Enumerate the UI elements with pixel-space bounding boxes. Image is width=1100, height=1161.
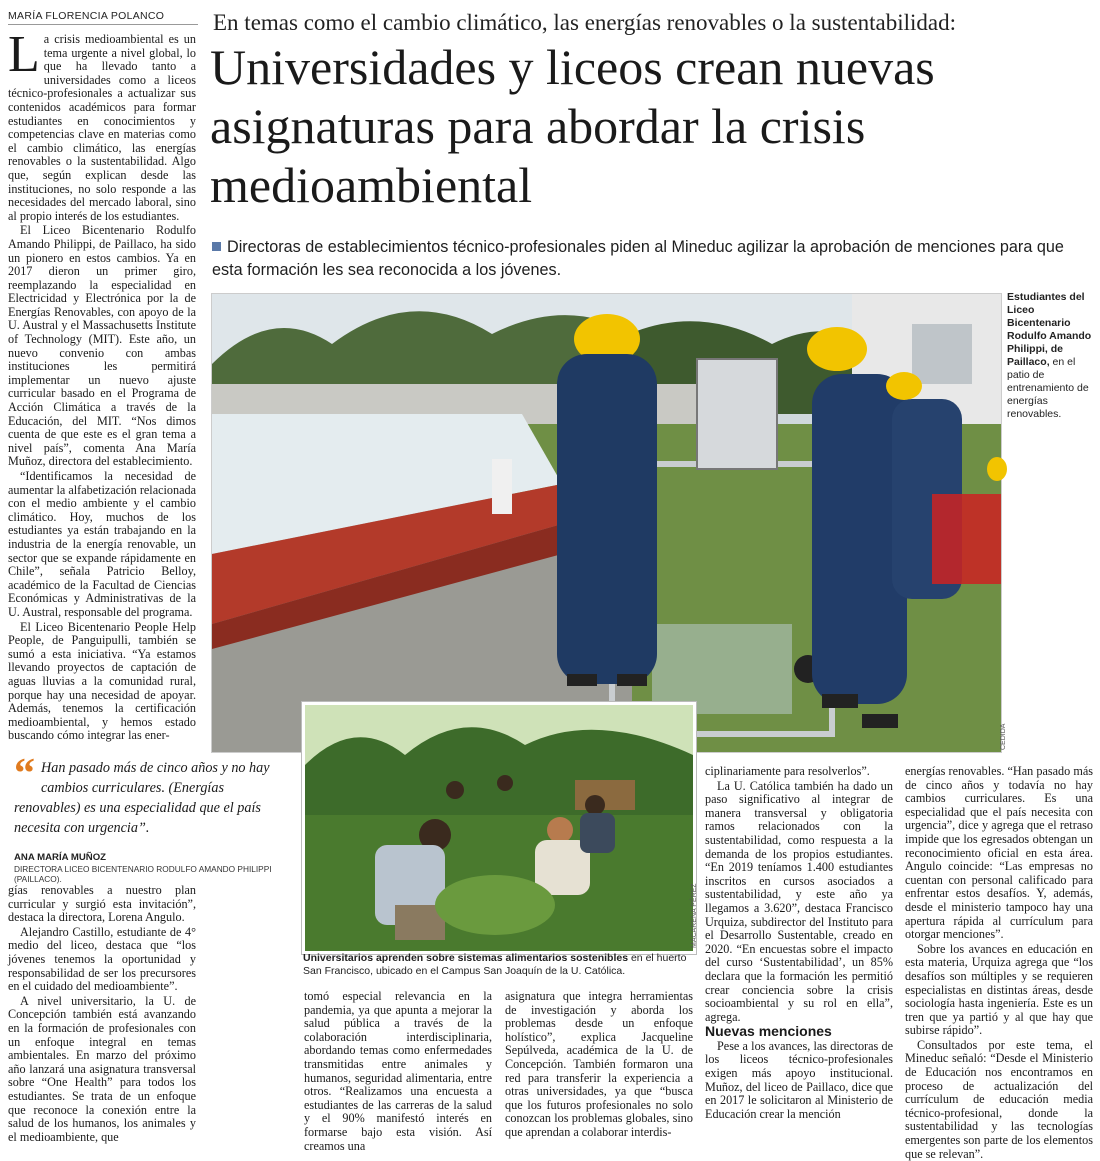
paragraph: energías renovables. “Han pasado más de cinco años y todavía no hay cambios curriculares. Es una especialidad que el país necesita con urgencia”, dice y agrega que el retraso impide que los egresados obtengan un reconocimiento oficial en esta área. Angulo coincide: “Las empresas no cuentan con personal calificado para enfrentar estos desafíos. Y, además, desde el ministerio tampoco hay una apertura rápida al currículum para otorgar menciones”.: [905, 764, 1093, 942]
paragraph: Consultados por este tema, el Mineduc señaló: “Desde el Ministerio de Educación nos encontramos en proceso de actualización del currículum de educación media técnico-profesional, donde la sustentabilidad y las tecnologías emergentes son parte de los elementos que se relevan”.: [905, 1037, 1093, 1161]
paragraph: “Identificamos la necesidad de aumentar la alfabetización relacionada con el medio ambiente y el cambio climático. Hoy, muchos de los estudiantes ya están trabajando en la industria de la energía renovable, un sector que se expande rápidamente en Chile”, señala Patricio Belloy, académico de la Facultad de Ciencias Económicas y Administrativas de la U. Austral, responsable del programa.: [8, 469, 196, 619]
main-photo-illustration: [212, 294, 1001, 752]
paragraph: La U. Católica también ha dado un paso significativo al integrar de manera transversal y obligatoria ramos relacionados con la sustentabilidad, como respuesta a la demanda de los propios estudiantes. “En 2019 teníamos 1.400 estudiantes inscritos en cursos asociados a sustentabilidad, y este año ya llegamos a 3.620”, destaca Francisco Urquiza, subdirector del Instituto para el Desarrollo Sustentable, creado en 2020. “En encuestas sobre el impacto del curso ‘Sustentabilidad’, un 85% declara que la formación les permitió crear conciencia sobre la crisis socioambiental y su rol en ella”, agrega.: [705, 778, 893, 1024]
inset-photo-caption: Universitarios aprenden sobre sistemas alimentarios sostenibles en el huerto San Francisco, ubicado en el Campus San Joaquín de la U. Católica.: [303, 952, 687, 977]
quote-mark-icon: “: [14, 751, 35, 797]
paragraph: asignatura que integra herramientas de investigación y aborda los problemas desde un enfoque holístico”, explica Jacqueline Sepúlveda, académica de la U. de Concepción. También formaron una red para transferir la experiencia a otras universidades, ya que “busca que los futuros profesionales no solo conozcan los problemas globales, sino que aprendan a colaborar interdis-: [505, 989, 693, 1139]
drop-cap: L: [8, 26, 40, 83]
paragraph: El Liceo Bicentenario People Help People, de Panguipulli, también se sumó a esta iniciativa. “Ya estamos llevando proyectos de captación de aguas lluvias a la comunidad rural, porque hay una necesidad de apoyar. Además, tenemos la certificación medioambiental, y hemos estado buscando cómo integrar las ener-: [8, 619, 196, 743]
paragraph: Sobre los avances en educación en esta materia, Urquiza agrega que “los desafíos son múltiples y se requieren especialistas en distintas áreas, desde sociología hasta ingeniería. Este es un tren que ya partió y al que hay que subirse rápido”.: [905, 941, 1093, 1038]
byline: MARÍA FLORENCIA POLANCO: [8, 10, 198, 25]
paragraph: ciplinariamente para resolverlos”.: [705, 764, 870, 778]
article-column-4: [705, 765, 893, 1142]
paragraph: La crisis medioambiental es un tema urgente a nivel global, lo que ha llevado tanto a universidades como a liceos técnico-profesionales a actualizar sus contenidos académicos para formar estudiantes en conocimientos y competencias clave en materias como el cambio climático, las energías renovables o la sustentabilidad. Algo que, según explican desde las instituciones, no solo responde a las necesidades del mercado laboral, sino al propio interés de los estudiantes.: [8, 26, 196, 223]
photo-credit: CEDIDA: [1000, 723, 1007, 750]
headline: Universidades y liceos crean nuevas asignaturas para abordar la crisis medioambiental: [210, 39, 935, 213]
quote-author-role: DIRECTORA LICEO BICENTENARIO RODULFO AMANDO PHILIPPI (PAILLACO).: [14, 864, 272, 884]
quote-author: ANA MARÍA MUÑOZ: [14, 852, 107, 863]
kicker: En temas como el cambio climático, las energías renovables o la sustentabilidad:: [213, 10, 957, 35]
article-column-3: [505, 990, 693, 1142]
paragraph: Alejandro Castillo, estudiante de 4° medio del liceo, destaca que “los jóvenes tenemos la oportunidad y responsabilidad de ser los precursores en el cuidado del medioambiente”.: [8, 924, 196, 994]
paragraph: gías renovables a nuestro plan curricular y surgió esta invitación”, destaca la directora, Lorena Angulo.: [8, 883, 196, 925]
paragraph: Pese a los avances, las directoras de los liceos técnico-profesionales exigen más apoyo institucional. Muñoz, del liceo de Paillaco, dice que en 2017 le solicitaron al Ministerio de Educación crear la mención: [705, 1038, 893, 1121]
article-column-5: [905, 764, 1093, 1161]
article-column-1b: [8, 884, 196, 1142]
paragraph: El Liceo Bicentenario Rodulfo Amando Philippi, de Paillaco, ha sido un pionero en estos cambios. Ya en 2017 dieron un primer giro, reemplazando la especialidad en Electricidad y Electrónica por la de Energías Renovables, con apoyo de la U. Austral y el Massachusetts Institute of Technology (MIT). Este año, un nuevo convenio con ambas instituciones les permitirá implementar un nuevo ajuste curricular basado en el Programa de Acción Climática a través de la Educación, del MIT. “Nos dimos cuenta de que este es el gran tema a nivel país”, comenta Ana María Muñoz, directora del establecimiento.: [8, 223, 196, 469]
paragraph: tomó especial relevancia en la pandemia, ya que apunta a mejorar la salud pública a través de la colaboración interdisciplinaria, abordando temas como enfermedades transmitidas entre animales y humanos, seguridad alimentaria, entre otros. “Realizamos una encuesta a estudiantes de las carreras de la salud y el 90% manifestó interés en formarse bajo esta visión. Así creamos una: [304, 989, 492, 1153]
inset-photo-credit: MACARENA PÉREZ: [691, 883, 698, 948]
article-column-1: [8, 26, 196, 743]
subhead: Nuevas menciones: [705, 1023, 832, 1040]
inset-photo: [302, 702, 696, 954]
bullet-square-icon: [212, 242, 221, 251]
pull-quote: “ Han pasado más de cinco años y no hay cambios curriculares. (Energías renovables) es una especialidad que el país necesita con urgencia”.: [14, 751, 270, 836]
main-photo-caption: Estudiantes del Liceo Bicentenario Rodulfo Amando Philippi, de Paillaco, en el patio de entrenamiento de energías renovables.: [1007, 291, 1092, 420]
main-photo: [211, 293, 1002, 753]
inset-photo-illustration: [305, 705, 693, 951]
article-column-2: [304, 989, 492, 1153]
paragraph: A nivel universitario, la U. de Concepción también está avanzando en la formación de profesionales con un enfoque integral en temas ambientales. En marzo del próximo año lanzará una asignatura transversal sobre “One Health” para todos los estudiantes. Se trata de un enfoque que reconoce la conexión entre la salud de los humanos, los animales y el medioambiente, que: [8, 993, 196, 1144]
deck: Directoras de establecimientos técnico-profesionales piden al Mineduc agilizar la aprobación de menciones para que esta formación les sea reconocida a los jóvenes.: [212, 238, 1064, 279]
